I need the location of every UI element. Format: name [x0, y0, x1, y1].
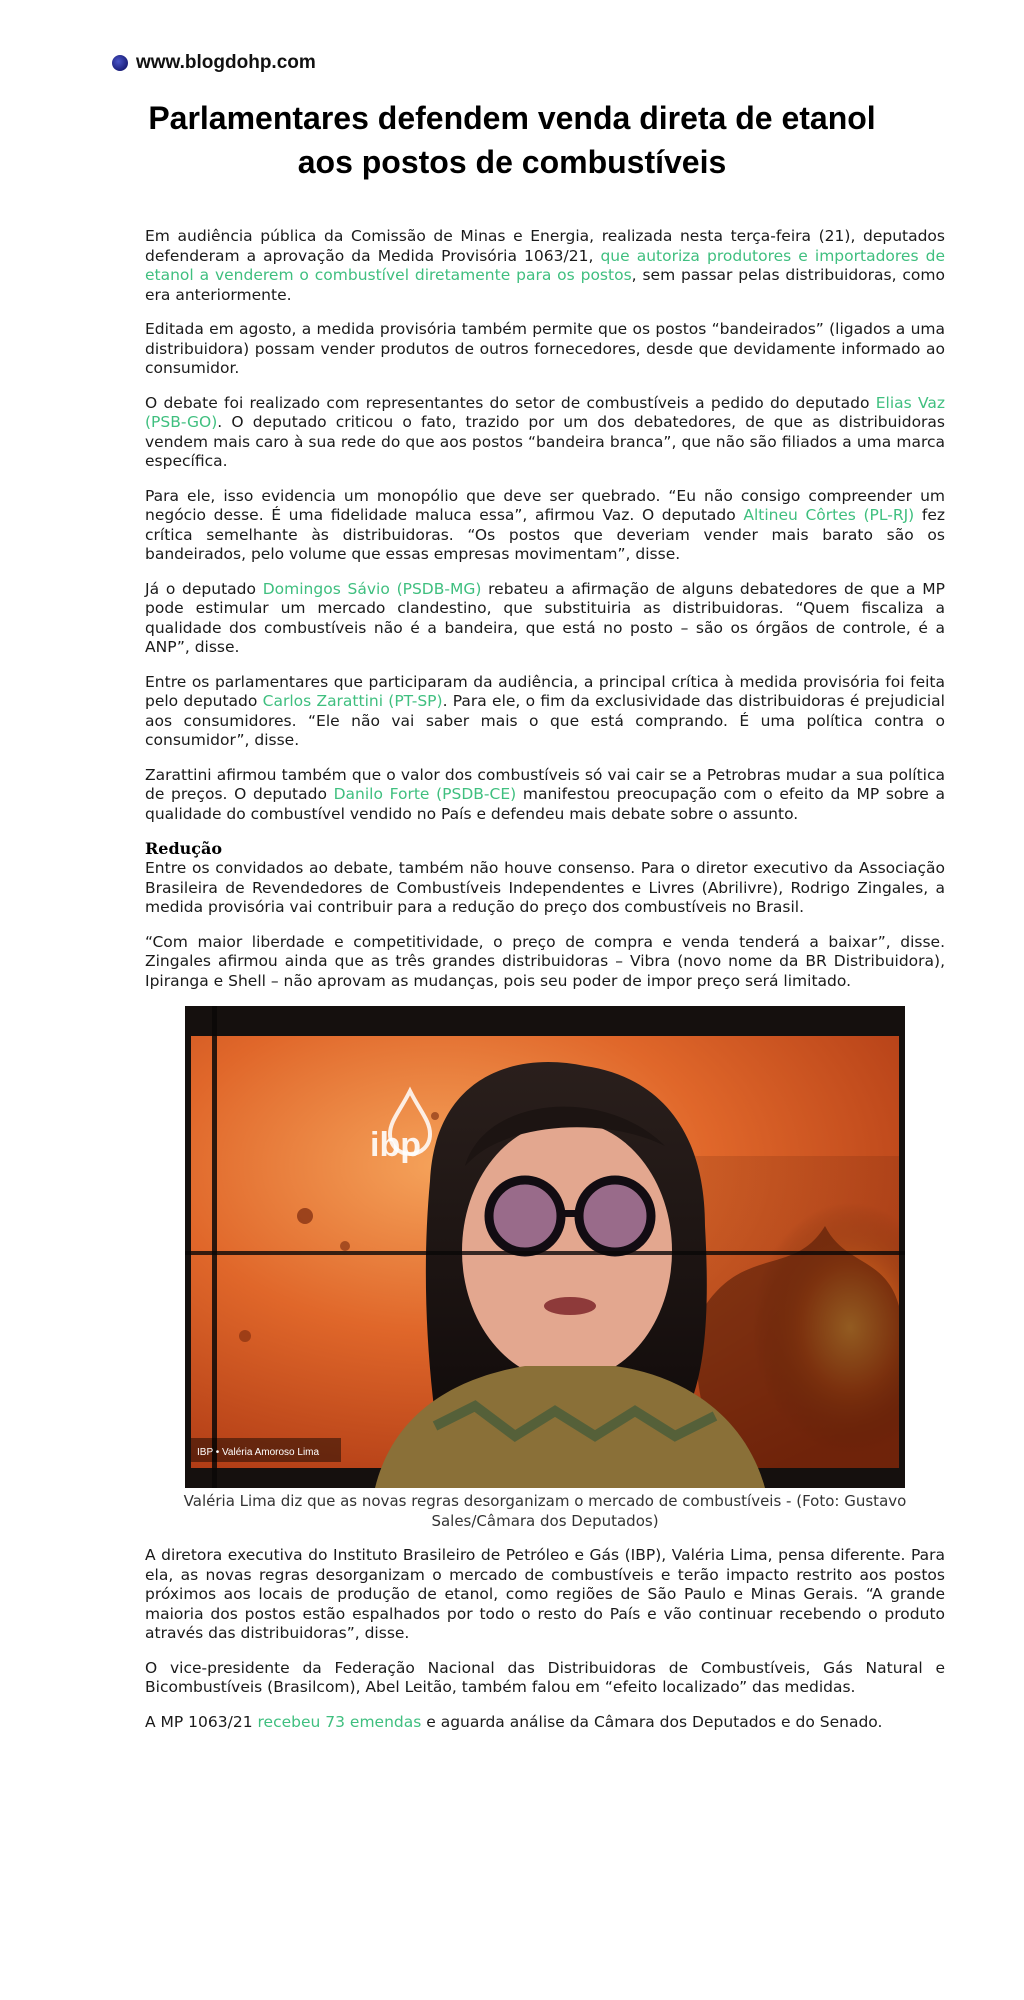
bubble	[239, 1330, 251, 1342]
text: A MP 1063/21	[145, 1712, 258, 1731]
glasses-left-lens	[489, 1180, 561, 1252]
paragraph-12	[145, 1713, 945, 1733]
link-domingos-savio[interactable]: Domingos Sávio (PSDB-MG)	[262, 579, 482, 598]
bubble	[431, 1112, 439, 1120]
article-body	[145, 227, 945, 1747]
text: Zarattini afirmou também que o valor dos combustíveis só vai cair se a Petrobras mudar a sua política de preços. O deputado	[145, 765, 945, 803]
text: Em audiência pública da Comissão de Minas e Energia, realizada nesta terça-feira (21), deputados defenderam a aprovação da Medida Provisória 1063/21,	[145, 227, 945, 265]
title-line-1: Parlamentares defendem venda direta de etanol	[148, 100, 876, 136]
article-photo	[185, 1006, 905, 1488]
text: rebateu a afirmação de alguns debatedores de que a MP pode estimular um mercado clandestino, que substituiria as distribuidoras. “Quem fiscaliza a qualidade dos combustíveis não é a bandeira, que está no posto – são os órgãos de controle, é a ANP”, disse.	[145, 579, 945, 656]
text: fez crítica semelhante às distribuidoras. “Os postos que deveriam vender mais barato são os bandeirados, pelo volume que essas empresas movimentam”, disse.	[145, 506, 945, 563]
globe-logo-icon	[112, 55, 128, 71]
link-73-emendas[interactable]: recebeu 73 emendas	[257, 1712, 422, 1731]
paragraph-11: O vice-presidente da Federação Nacional das Distribuidoras de Combustíveis, Gás Natural e Bicombustíveis (Brasilcom), Abel Leitão, também falou em “efeito localizado” das medidas.	[145, 1658, 945, 1696]
bubble	[297, 1208, 313, 1224]
article-title	[140, 96, 884, 184]
paragraph-1	[145, 227, 945, 305]
paragraph-4	[145, 487, 945, 565]
text: . O deputado criticou o fato, trazido por um dos debatedores, de que as distribuidoras vendem mais caro à sua rede do que aos postos “bandeira branca”, que não são filiados a uma marca específica.	[145, 413, 945, 470]
photo-logo-text: ibp	[370, 1126, 421, 1164]
paragraph-8: Entre os convidados ao debate, também não houve consenso. Para o diretor executivo da Associação Brasileira de Revendedores de Combustíveis Independentes e Livres (Abrilivre), Rodrigo Zingales, a medida provisória vai contribuir para a redução do preço dos combustíveis no Brasil.	[145, 859, 945, 916]
monitor-bar-vertical	[212, 1006, 217, 1488]
subheading-reducao: Redução	[145, 839, 223, 858]
site-header	[112, 52, 316, 74]
paragraph-2: Editada em agosto, a medida provisória também permite que os postos “bandeirados” (ligados a uma distribuidora) possam vender produtos de outros fornecedores, desde que devidamente informado ao consumidor.	[145, 320, 945, 377]
site-name[interactable]: www.blogdohp.com	[136, 52, 316, 73]
paragraph-7	[145, 766, 945, 825]
glasses-right-lens	[579, 1180, 651, 1252]
paragraph-5	[145, 580, 945, 658]
text: Entre os parlamentares que participaram da audiência, a principal crítica à medida provisória foi feita pelo deputado	[145, 672, 945, 710]
link-carlos-zarattini[interactable]: Carlos Zarattini (PT-SP)	[262, 692, 443, 710]
paragraph-9: “Com maior liberdade e competitividade, o preço de compra e venda tenderá a baixar”, disse. Zingales afirmou ainda que as três grandes distribuidoras – Vibra (novo nome da BR Distribuidora), Ipiranga e Shell – não aprovam as mudanças, pois seu poder de impor preço será limitado.	[145, 932, 945, 990]
article-figure	[145, 1006, 945, 1531]
person-mouth	[544, 1297, 596, 1315]
photo-nameplate: IBP • Valéria Amoroso Lima	[197, 1447, 320, 1458]
text: . Para ele, o fim da exclusividade das distribuidoras é prejudicial aos consumidores. “Ele não vai saber mais o que está comprando. É uma política contra o consumidor”, disse.	[145, 692, 945, 749]
glasses-bridge	[557, 1210, 581, 1217]
monitor-bar-horizontal	[185, 1251, 905, 1255]
link-altineu-cortes[interactable]: Altineu Côrtes (PL-RJ)	[743, 506, 915, 524]
text: O debate foi realizado com representantes do setor de combustíveis a pedido do deputado	[145, 393, 876, 412]
text: , sem passar pelas distribuidoras, como era anteriormente.	[145, 266, 945, 304]
paragraph-10: A diretora executiva do Instituto Brasileiro de Petróleo e Gás (IBP), Valéria Lima, pensa diferente. Para ela, as novas regras desorganizam o mercado de combustíveis e terão impacto restrito aos postos próximos aos locais de produção de etanol, como regiões de São Paulo e Minas Gerais. “A grande maioria dos postos estão espalhados por todo o resto do País e vão continuar recebendo o produto através das distribuidoras”, disse.	[145, 1546, 945, 1642]
title-line-2: aos postos de combustíveis	[297, 144, 727, 180]
text: e aguarda análise da Câmara dos Deputados e do Senado.	[421, 1712, 883, 1731]
text: Para ele, isso evidencia um monopólio que deve ser quebrado. “Eu não consigo compreender um negócio desse. É uma fidelidade maluca essa”, afirmou Vaz. O deputado	[145, 486, 945, 524]
link-danilo-forte[interactable]: Danilo Forte (PSDB-CE)	[333, 785, 517, 803]
link-elias-vaz[interactable]: Elias Vaz (PSB-GO)	[145, 393, 945, 431]
link-mp-authorizes[interactable]: que autoriza produtores e importadores de etanol a venderem o combustível diretamente para os postos	[145, 246, 945, 284]
text: Já o deputado	[145, 579, 263, 598]
photo-caption: Valéria Lima diz que as novas regras desorganizam o mercado de combustíveis - (Foto: Gustavo Sales/Câmara dos Deputados)	[183, 1492, 907, 1530]
bubble	[340, 1241, 350, 1251]
paragraph-6	[145, 673, 945, 751]
paragraph-3	[145, 394, 945, 472]
text: manifestou preocupação com o efeito da MP sobre a qualidade do combustível vendido no País e defendeu mais debate sobre o assunto.	[145, 785, 945, 823]
